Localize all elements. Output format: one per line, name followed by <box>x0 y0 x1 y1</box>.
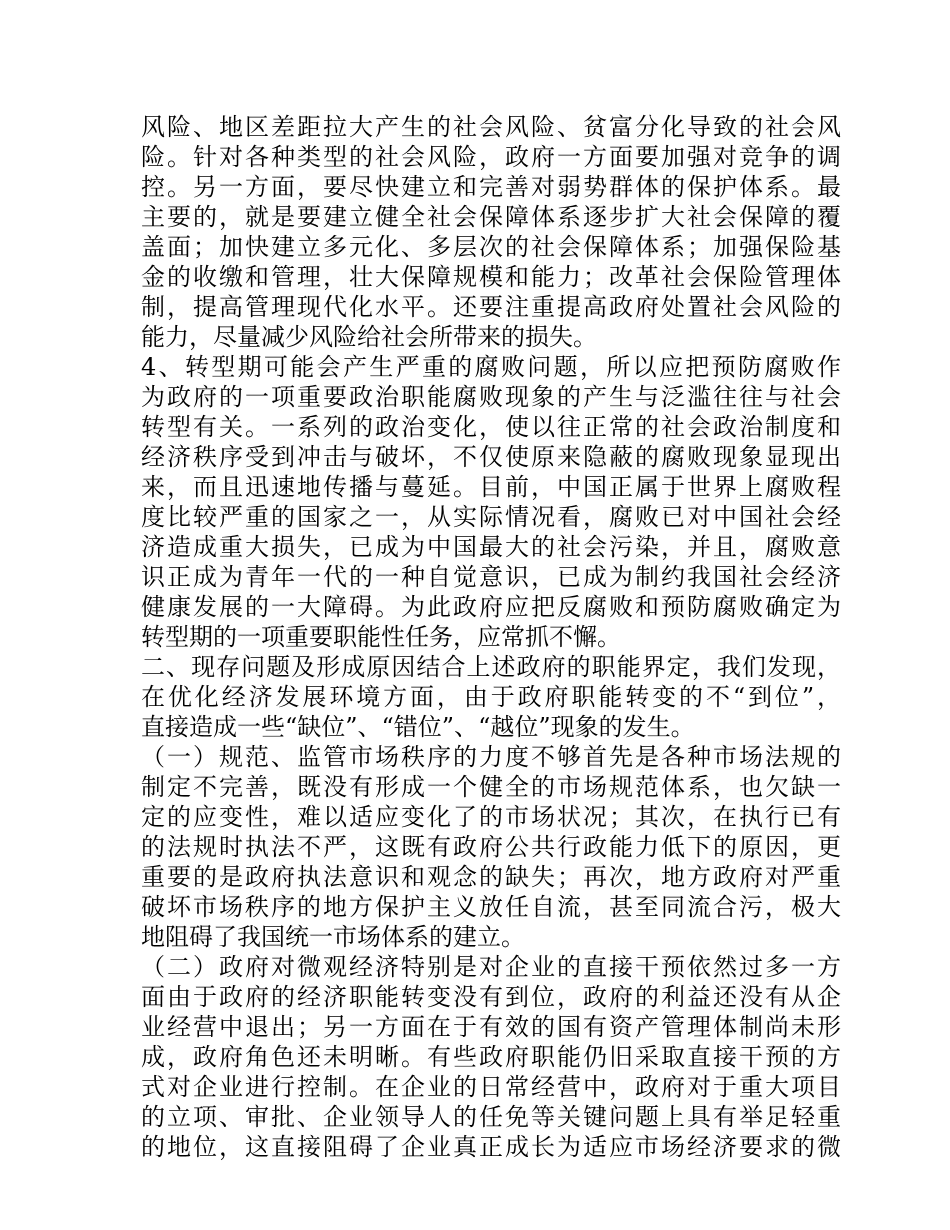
text-line: 直接造成一些“缺位”、“错位”、“越位”现象的发生。 <box>141 713 695 741</box>
text-line: 度比较严重的国家之一，从实际情况看，腐败已对中国社会经 <box>141 503 841 531</box>
text-line: 面由于政府的经济职能转变没有到位，政府的利益还没有从企 <box>141 983 841 1011</box>
text-line: 重要的是政府执法意识和观念的缺失；再次，地方政府对严重 <box>141 863 841 891</box>
text-line: 主要的，就是要建立健全社会保障体系逐步扩大社会保障的覆 <box>141 203 841 231</box>
body-text <box>141 112 841 1162</box>
text-line: 制，提高管理现代化水平。还要注重提高政府处置社会风险的 <box>141 293 841 321</box>
text-line: 金的收缴和管理，壮大保障规模和能力；改革社会保险管理体 <box>141 263 841 291</box>
text-line: 控。另一方面，要尽快建立和完善对弱势群体的保护体系。最 <box>141 173 841 201</box>
text-line: 制定不完善，既没有形成一个健全的市场规范体系，也欠缺一 <box>141 773 841 801</box>
text-line: （一）规范、监管市场秩序的力度不够首先是各种市场法规的 <box>141 743 841 771</box>
text-line: （二）政府对微观经济特别是对企业的直接干预依然过多一方 <box>141 953 841 981</box>
text-line: 健康发展的一大障碍。为此政府应把反腐败和预防腐败确定为 <box>141 593 841 621</box>
text-line: 为政府的一项重要政治职能腐败现象的产生与泛滥往往与社会 <box>141 383 841 411</box>
text-line: 识正成为青年一代的一种自觉意识，已成为制约我国社会经济 <box>141 563 841 591</box>
text-line: 式对企业进行控制。在企业的日常经营中，政府对于重大项目 <box>141 1073 841 1101</box>
text-line: 的地位，这直接阻碍了企业真正成长为适应市场经济要求的微 <box>141 1133 841 1161</box>
text-line: 风险、地区差距拉大产生的社会风险、贫富分化导致的社会风 <box>141 113 841 141</box>
text-line: 4、转型期可能会产生严重的腐败问题，所以应把预防腐败作 <box>141 353 841 381</box>
text-line: 地阻碍了我国统一市场体系的建立。 <box>141 923 525 951</box>
text-line: 成，政府角色还未明晰。有些政府职能仍旧采取直接干预的方 <box>141 1043 841 1071</box>
text-line: 能力，尽量减少风险给社会所带来的损失。 <box>141 323 597 351</box>
text-line: 在优化经济发展环境方面，由于政府职能转变的不“到位”， <box>141 683 841 711</box>
text-line: 的法规时执法不严，这既有政府公共行政能力低下的原因，更 <box>141 833 841 861</box>
text-line: 转型有关。一系列的政治变化，使以往正常的社会政治制度和 <box>141 413 841 441</box>
text-line: 来，而且迅速地传播与蔓延。目前，中国正属于世界上腐败程 <box>141 473 841 501</box>
text-line: 济造成重大损失，已成为中国最大的社会污染，并且，腐败意 <box>141 533 841 561</box>
text-line: 转型期的一项重要职能性任务，应常抓不懈。 <box>141 623 621 651</box>
text-line: 二、现存问题及形成原因结合上述政府的职能界定，我们发现， <box>141 653 841 681</box>
text-line: 定的应变性，难以适应变化了的市场状况；其次，在执行已有 <box>141 803 841 831</box>
text-line: 的立项、审批、企业领导人的任免等关键问题上具有举足轻重 <box>141 1103 841 1131</box>
text-line: 业经营中退出；另一方面在于有效的国有资产管理体制尚未形 <box>141 1013 841 1041</box>
text-line: 破坏市场秩序的地方保护主义放任自流，甚至同流合污，极大 <box>141 893 841 921</box>
text-line: 险。针对各种类型的社会风险，政府一方面要加强对竞争的调 <box>141 143 841 171</box>
text-line: 经济秩序受到冲击与破坏，不仅使原来隐蔽的腐败现象显现出 <box>141 443 841 471</box>
text-line: 盖面；加快建立多元化、多层次的社会保障体系；加强保险基 <box>141 233 841 261</box>
